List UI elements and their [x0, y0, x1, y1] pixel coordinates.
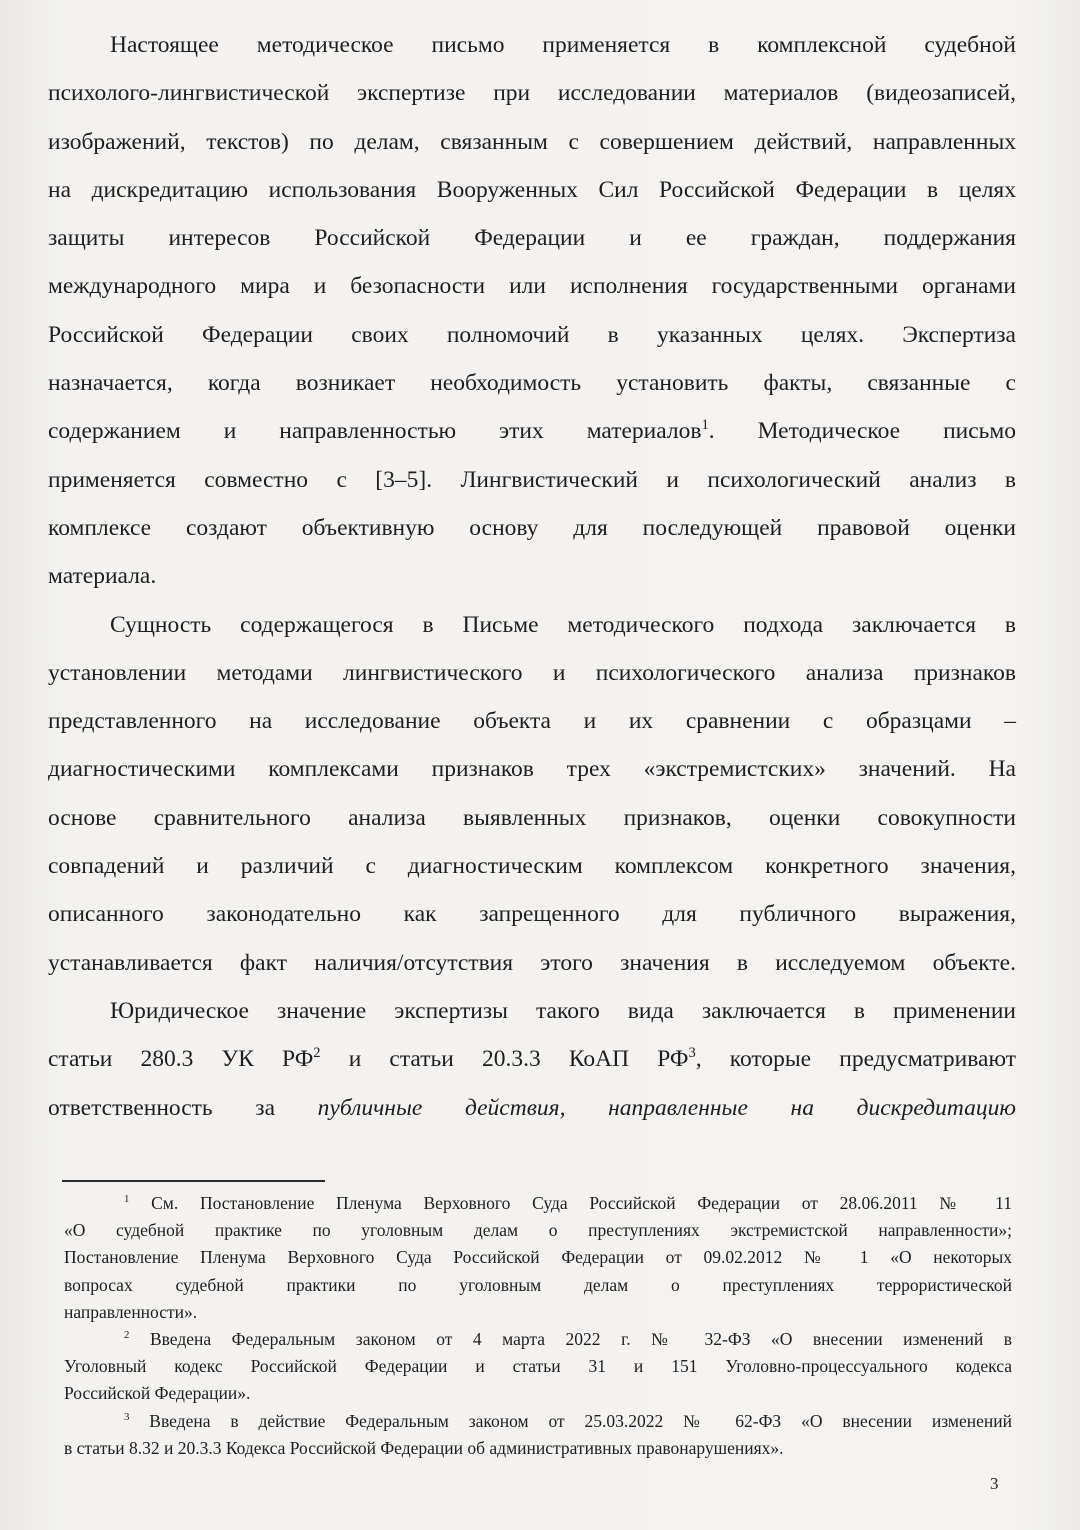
footnote-line	[64, 1380, 1012, 1407]
paragraph-line	[48, 269, 1016, 317]
text-segment: назначается, когда возникает необходимость установить факты, связанные с	[48, 370, 1016, 397]
footnote-reference: 3	[124, 1410, 130, 1423]
text-segment: статьи 280.3 УК РФ	[48, 1046, 314, 1073]
footnote-line	[64, 1244, 1012, 1271]
text-segment: совпадений и различий с диагностическим комплексом конкретного значения,	[48, 853, 1016, 880]
paragraph-line	[48, 656, 1016, 704]
text-segment: применяется совместно с [3–5]. Лингвистический и психологический анализ в	[48, 466, 1016, 493]
footnote-line	[64, 1217, 1012, 1244]
text-segment: международного мира и безопасности или исполнения государственными органами	[48, 273, 1016, 300]
text-segment: Российской Федерации».	[64, 1383, 251, 1404]
page-number: 3	[990, 1474, 999, 1493]
paragraph-line	[48, 559, 1016, 607]
footnote-reference: 1	[124, 1193, 130, 1206]
text-segment: установлении методами лингвистического и психологического анализа признаков	[48, 659, 1016, 686]
text-segment: материала.	[48, 563, 157, 590]
paragraph-line	[48, 1042, 1016, 1090]
footnote-line	[64, 1299, 1012, 1326]
paragraph-line	[48, 28, 1016, 76]
text-segment: диагностическими комплексами признаков трех «экстремистских» значений. На	[48, 756, 1016, 783]
text-segment: См. Постановление Пленума Верховного Суда Российской Федерации от 28.06.2011 № 11	[129, 1193, 1012, 1213]
text-segment: Настоящее методическое письмо применяется в комплексной судебной	[110, 32, 1016, 58]
paragraph-line	[48, 125, 1016, 173]
text-segment: представленного на исследование объекта и их сравнении с образцами –	[48, 708, 1016, 735]
text-segment: на дискредитацию использования Вооруженных Сил Российской Федерации в целях	[48, 176, 1016, 203]
paragraph-line	[48, 994, 1016, 1042]
text-segment: Российской Федерации своих полномочий в указанных целях. Экспертиза	[48, 321, 1016, 348]
text-segment: в статьи 8.32 и 20.3.3 Кодекса Российской Федерации об административных правонарушениях».	[64, 1437, 784, 1458]
text-segment: основе сравнительного анализа выявленных признаков, оценки совокупности	[48, 804, 1016, 831]
paragraph-line	[48, 608, 1016, 656]
footnote-separator	[62, 1180, 325, 1182]
paragraph-line	[48, 414, 1016, 462]
text-segment: Постановление Пленума Верховного Суда Российской Федерации от 09.02.2012 № 1 «О некоторых	[64, 1247, 1012, 1268]
text-segment: содержанием и направленностью этих материалов	[48, 418, 702, 445]
text-segment: Уголовный кодекс Российской Федерации и статьи 31 и 151 Уголовно-процессуального кодекса	[64, 1356, 1012, 1377]
footnote-reference: 1	[701, 417, 709, 434]
text-segment: Введена Федеральным законом от 4 марта 2022 г. № 32-ФЗ «О внесении изменений в	[129, 1329, 1012, 1350]
text-segment: описанного законодательно как запрещенного для публичного выражения,	[48, 901, 1016, 928]
paragraph-line	[48, 946, 1016, 994]
text-segment: , которые предусматривают	[695, 1046, 1016, 1073]
footnotes	[64, 1190, 1012, 1462]
paragraph-line	[48, 1091, 1016, 1139]
footnote-reference: 3	[688, 1045, 696, 1062]
text-segment: Юридическое значение экспертизы такого вида заключается в применении	[110, 997, 1016, 1024]
footnote-line	[64, 1408, 1012, 1435]
footnote-line	[64, 1326, 1012, 1353]
footnote-line	[64, 1435, 1012, 1462]
emphasis-text: публичные действия, направленные на дискредитацию	[317, 1094, 1016, 1121]
text-segment: защиты интересов Российской Федерации и ее граждан, поддержания	[48, 225, 1016, 252]
footnote-reference: 2	[313, 1045, 321, 1062]
text-segment: Сущность содержащегося в Письме методического подхода заключается в	[110, 611, 1016, 638]
paragraph-line	[48, 318, 1016, 366]
paragraph-line	[48, 76, 1016, 124]
footnote-line	[64, 1353, 1012, 1380]
text-segment: ответственность за	[48, 1094, 318, 1121]
text-segment: . Методическое письмо	[708, 418, 1016, 445]
text-segment: изображений, текстов) по делам, связанным с совершением действий, направленных	[48, 128, 1016, 155]
text-segment: комплексе создают объективную основу для последующей правовой оценки	[48, 514, 1016, 541]
footnote-line	[64, 1190, 1012, 1217]
paragraph-line	[48, 897, 1016, 945]
paragraph-line	[48, 801, 1016, 849]
text-segment: направленности».	[64, 1301, 198, 1322]
body-text	[48, 28, 1016, 1139]
text-segment: Введена в действие Федеральным законом от 25.03.2022 № 62-ФЗ «О внесении изменений	[129, 1410, 1012, 1431]
paragraph-line	[48, 704, 1016, 752]
paragraph-line	[48, 463, 1016, 511]
footnote-line	[64, 1272, 1012, 1299]
text-segment: устанавливается факт наличия/отсутствия этого значения в исследуемом объекте.	[48, 949, 1016, 976]
paragraph-line	[48, 221, 1016, 269]
footnote-reference: 2	[124, 1329, 130, 1342]
paragraph-line	[48, 173, 1016, 221]
text-segment: и статьи 20.3.3 КоАП РФ	[320, 1046, 689, 1073]
paragraph-line	[48, 849, 1016, 897]
text-segment: психолого-лингвистической экспертизе при исследовании материалов (видеозаписей,	[48, 80, 1016, 107]
paragraph-line	[48, 511, 1016, 559]
text-segment: вопросах судебной практики по уголовным делам о преступлениях террористической	[64, 1274, 1012, 1295]
paragraph-line	[48, 752, 1016, 800]
paragraph-line	[48, 366, 1016, 414]
text-segment: «О судебной практике по уголовным делам о преступлениях экстремистской направленности»;	[64, 1220, 1012, 1241]
